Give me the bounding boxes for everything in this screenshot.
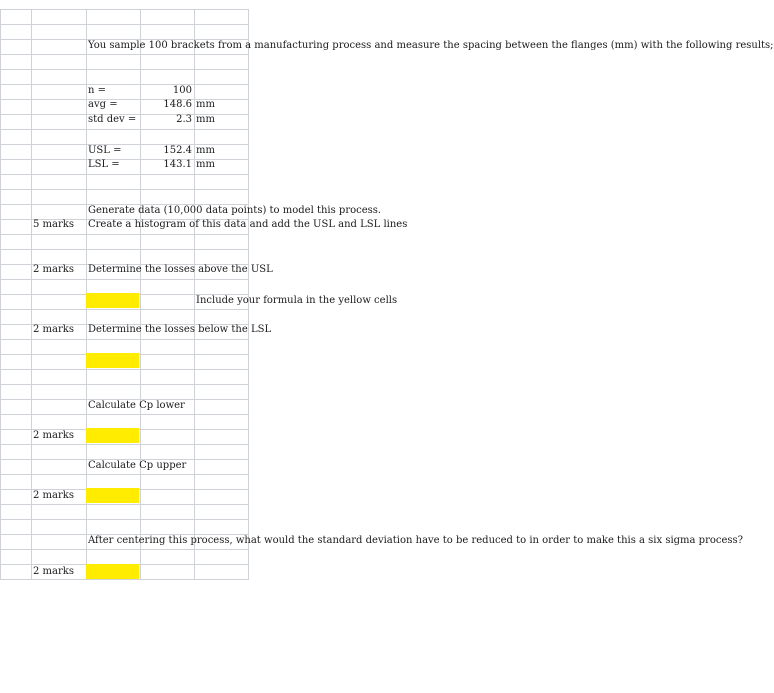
answer-cell-usl-losses[interactable]: [86, 293, 139, 308]
avg-value: 148.6: [163, 99, 192, 110]
usl-unit: mm: [196, 145, 215, 156]
lsl-label: LSL =: [88, 159, 120, 170]
q2-text: Determine the losses above the USL: [88, 264, 273, 275]
answer-cell-cp-upper[interactable]: [86, 488, 139, 503]
q1-line2: Create a histogram of this data and add the USL and LSL lines: [88, 219, 408, 230]
std-label: std dev =: [88, 114, 137, 125]
avg-unit: mm: [196, 99, 215, 110]
q6-text: After centering this process, what would the standard deviation have to be reduced to in order to make this a six sigma process?: [88, 535, 744, 546]
q4-text: Calculate Cp lower: [88, 400, 185, 411]
answer-cell-lsl-losses[interactable]: [86, 353, 139, 368]
q3-text: Determine the losses below the LSL: [88, 324, 272, 335]
n-value: 100: [172, 85, 192, 96]
lsl-value: 143.1: [163, 159, 192, 170]
usl-label: USL =: [88, 145, 122, 156]
n-label: n =: [88, 85, 106, 96]
answer-cell-cp-lower[interactable]: [86, 428, 139, 443]
q4-marks: 2 marks: [33, 430, 74, 441]
std-unit: mm: [196, 114, 215, 125]
intro-text: You sample 100 brackets from a manufacturing process and measure the spacing between the flanges (mm) with the following results;: [88, 40, 774, 51]
formula-note: Include your formula in the yellow cells: [196, 295, 398, 306]
q6-marks: 2 marks: [33, 566, 74, 577]
usl-value: 152.4: [163, 145, 192, 156]
avg-label: avg =: [88, 99, 118, 110]
answer-cell-six-sigma[interactable]: [86, 564, 139, 579]
q2-marks: 2 marks: [33, 264, 74, 275]
lsl-unit: mm: [196, 159, 215, 170]
q1-marks: 5 marks: [33, 219, 74, 230]
q5-marks: 2 marks: [33, 490, 74, 501]
std-value: 2.3: [176, 114, 192, 125]
q1-line1: Generate data (10,000 data points) to model this process.: [88, 205, 382, 216]
q3-marks: 2 marks: [33, 324, 74, 335]
q5-text: Calculate Cp upper: [88, 460, 187, 471]
